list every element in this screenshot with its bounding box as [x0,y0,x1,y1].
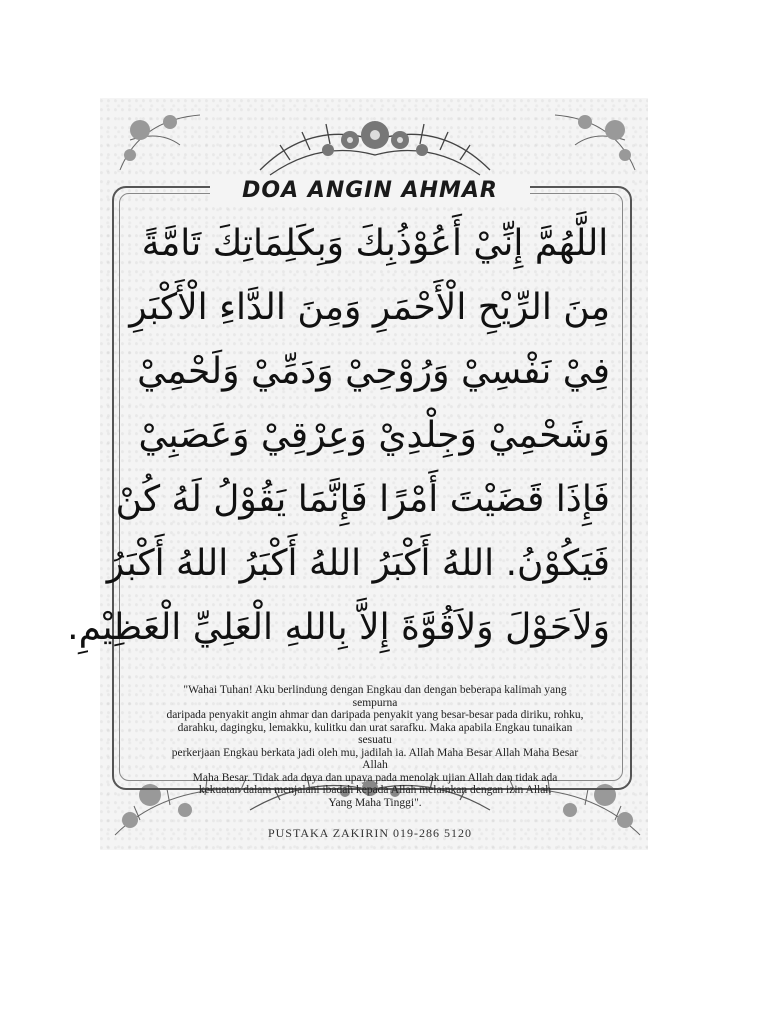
arabic-line: مِنَ الرِّيْحِ الْأَحْمَرِ وَمِنَ الدَّاءِ الْأَكْبَرِ [129,287,610,328]
arabic-line: فَيَكُوْنُ. اللهُ أَكْبَرُ اللهُ أَكْبَرُ اللهُ أَكْبَرُ [106,543,610,584]
arabic-line: وَلاَحَوْلَ وَلاَقُوَّةَ إِلاَّ بِاللهِ الْعَلِيِّ الْعَظِيْمِ. [67,607,610,648]
translation-line: kekuatan dalam menjalani ibadah kepada Allah melainkan dengan izin Allah [198,784,552,796]
translation-line: perkerjaan Engkau berkata jadi oleh mu, jadilah ia. Allah Maha Besar Allah Maha Besar Allah [171,746,579,771]
translation-line: "Wahai Tuhan! Aku berlindung dengan Engkau dan dengan beberapa kalimah yang sempurna [183,684,567,709]
translation-line: Maha Besar. Tidak ada daya dan upaya pada menolak ujian Allah dan tidak ada [192,771,558,784]
floral-top-ornament-icon [250,100,500,190]
translation-line: Yang Maha Tinggi". [328,796,422,809]
malay-translation [160,684,590,809]
arabic-line: فَإِذَا قَضَيْتَ أَمْرًا فَإِنَّمَا يَقُوْلُ لَهُ كُنْ [115,479,610,520]
arabic-line: وَشَحْمِيْ وَجِلْدِيْ وَعِرْقِيْ وَعَصَبِيْ [138,415,610,456]
arabic-line: فِيْ نَفْسِيْ وَرُوْحِيْ وَدَمِّيْ وَلَحْمِيْ [137,351,610,392]
floral-top-right-ornament-icon [530,100,645,180]
translation-line: darahku, dagingku, lemakku, kulitku dan urat sarafku. Maka apabila Engkau tunaikan sesuatu [177,721,573,746]
publisher-footer: PUSTAKA ZAKIRIN 019-286 5120 [267,826,473,840]
floral-top-left-ornament-icon [110,100,220,180]
translation-line: daripada penyakit angin ahmar dan daripada penyakit yang besar-besar pada diriku, rohku, [166,709,584,721]
page-title: DOA ANGIN AHMAR [210,178,530,203]
arabic-prayer-text [67,212,610,660]
arabic-line: اللَّهُمَّ إِنِّيْ أَعُوْذُبِكَ وَبِكَلِمَاتِكَ تَامَّةً [141,223,609,264]
